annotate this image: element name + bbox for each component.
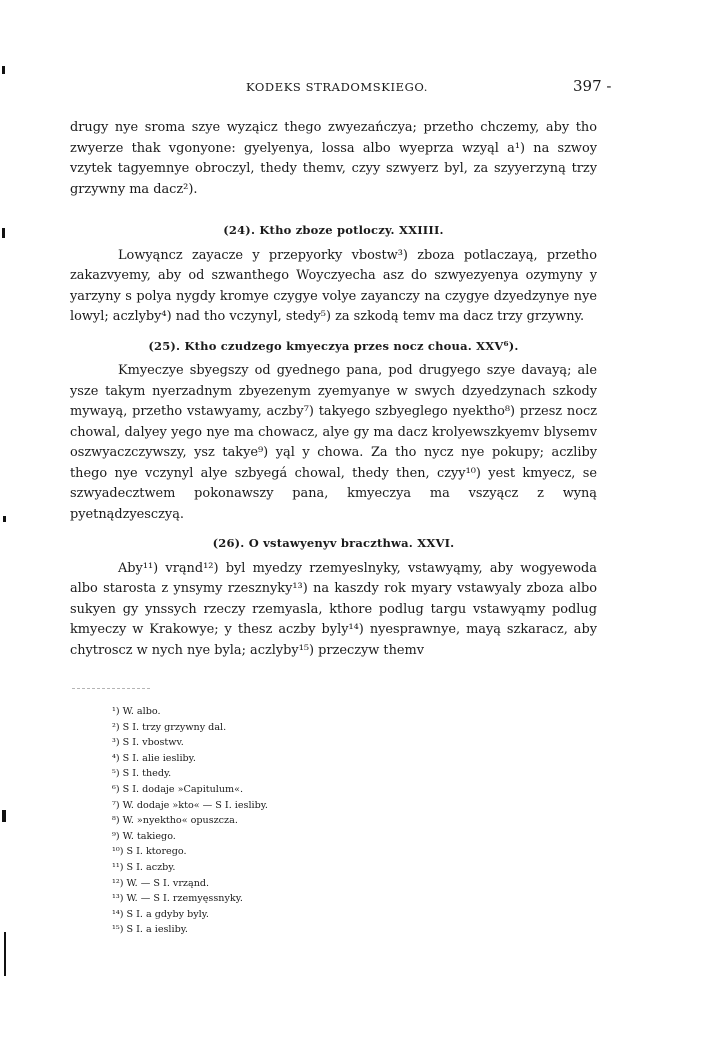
footnote: ¹) W. albo.	[112, 706, 161, 717]
footnotes-block	[112, 704, 268, 938]
scan-mark	[2, 66, 5, 74]
paragraph-24: Lowyąncz zayacze y przepyorky vbostw³) zboza potlaczayą, przetho zakazvyemy, aby od szwanthego Woyczyecha asz do szwyezyenya ozymyny y yarzyny s polya nygdy kromye czygye volye zayanczy na czygye dzyedzynye nye lowyl; aczlyby⁴) nad tho vczynyl, stedy⁵) za szkodą temv ma dacz trzy grzywny.	[70, 247, 597, 324]
footnote: ⁵) S I. thedy.	[112, 768, 172, 780]
paragraph-25: Kmyeczye sbyegszy od gyednego pana, pod drugyego szye davayą; ale ysze takym nyerzadnym zbyezenym zyemyanye w swych dzyedzynach szkody mywayą, przetho vstawyamy, aczby⁷) takyego szbyeglego nyektho⁸) przesz nocz chowal, dalyey yego nye ma chowacz, alye gy ma dacz krolyewszkyemv blysemv oszwyaczczywszy, ysz takye⁹) yąl y chowa. Za tho nycz nye pokupy; aczliby thego nye vczynyl alye szbyegá chowal, thedy then, czyy¹⁰) yest kmyecz, se szwyadecztwem pokonawszy pana, kmyeczya ma vszyącz z wyną pyetnądzyesczyą.	[70, 363, 597, 522]
section-heading-24: (24). Ktho zboze potloczy. XXIIII.	[223, 223, 444, 237]
footnote: ⁶) S I. dodaje »Capitulum«.	[112, 783, 244, 795]
section-heading-26: (26). O vstawyenyv braczthwa. XXVI.	[212, 536, 455, 550]
scan-mark	[2, 810, 6, 822]
footnote: ¹²) W. — S I. vrząnd.	[112, 877, 210, 889]
section-heading-25: (25). Ktho czudzego kmyeczya przes nocz choua. XXV⁶).	[148, 338, 519, 353]
footnote: ⁸) W. »nyektho« opuszcza.	[112, 815, 238, 827]
footnote: ⁹) W. takiego.	[112, 830, 176, 842]
main-text	[70, 118, 597, 661]
footnote: ¹⁴) S I. a gdyby byly.	[112, 908, 209, 920]
footnote: ¹⁵) S I. a iesliby.	[112, 924, 188, 936]
footnote-separator	[72, 688, 150, 689]
footnote: ¹³) W. — S I. rzemyęssnyky.	[112, 893, 243, 905]
footnote: ¹¹) S I. aczby.	[112, 861, 176, 873]
scan-mark	[2, 228, 5, 238]
footnote: ⁴) S I. alie iesliby.	[112, 752, 196, 764]
page-number: 397 -	[573, 77, 612, 95]
footnote: ⁷) W. dodaje »kto« — S I. iesliby.	[112, 799, 268, 811]
paragraph-continued: drugy nye sroma szye wyząicz thego zwyezańczya; przetho chczemy, aby tho zwyerze thak vgonyone: gyelyenya, lossa albo wyeprza wzyąl a¹) na szwoy vzytek tagyemnye obroczyl, thedy themv, czyy szwyerz byl, za szyyerzyną trzy grzywny ma dacz²).	[70, 120, 597, 197]
paragraph-26: Aby¹¹) vrąnd¹²) byl myedzy rzemyeslnyky, vstawyąmy, aby wogyewoda albo starosta z ynsymy rzesznyky¹³) na kaszdy rok myary vstawyaly zboza albo sukyen gy ynssych rzeczy rzemyasla, kthore podlug targu vstawyąmy podlug kmyeczy w Krakowye; y thesz aczby byly¹⁴) nyesprawnye, mayą szkaracz, aby chytroscz w nych nye byla; aczlyby¹⁵) przeczyw themv	[70, 560, 597, 658]
footnote: ¹⁰) S I. ktorego.	[112, 846, 187, 858]
page-header	[0, 77, 720, 100]
footnote: ²) S I. trzy grzywny dal.	[112, 721, 227, 733]
footnote: ³) S I. vbostwv.	[112, 737, 184, 749]
running-head: KODEKS STRADOMSKIEGO.	[246, 80, 428, 94]
scan-mark	[3, 516, 6, 522]
scan-mark	[4, 932, 6, 976]
